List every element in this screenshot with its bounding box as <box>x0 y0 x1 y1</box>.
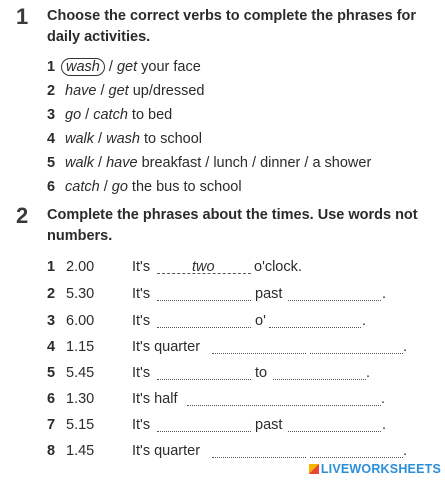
ex2-time: 1.30 <box>66 391 95 407</box>
answer-blank-1[interactable] <box>157 379 251 380</box>
ex2-item <box>47 311 445 331</box>
ex2-time: 5.30 <box>66 286 95 302</box>
ex2-phrase-end: . <box>382 417 387 433</box>
ex2-item-number: 7 <box>47 417 56 433</box>
ex1-phrase: up/dressed <box>128 83 205 99</box>
ex1-item <box>47 105 172 125</box>
answer-blank-2[interactable] <box>288 431 381 432</box>
logo-text: LIVEWORKSHEETS <box>320 462 441 476</box>
answer-blank-2[interactable] <box>310 353 403 354</box>
ex2-item <box>47 363 445 383</box>
ex2-time: 5.45 <box>66 365 95 381</box>
ex2-phrase-mid: past <box>255 417 283 433</box>
ex1-item <box>47 153 371 173</box>
ex1-separator: / <box>81 107 94 123</box>
ex2-item <box>47 337 445 357</box>
ex1-option-b[interactable]: go <box>111 179 128 195</box>
ex2-phrase-start: It's <box>132 417 151 433</box>
ex2-phrase-start: It's quarter <box>132 339 201 355</box>
answer-blank-1[interactable] <box>157 327 251 328</box>
answer-blank-2[interactable] <box>269 327 361 328</box>
ex2-item-number: 2 <box>47 286 56 302</box>
ex2-phrase-end: . <box>381 391 386 407</box>
ex2-phrase-end: . <box>362 313 367 329</box>
answer-blank-1[interactable] <box>187 405 381 406</box>
ex2-phrase-start: It's <box>132 286 151 302</box>
ex1-option-a[interactable]: go <box>65 107 82 123</box>
exercise-2-number: 2 <box>16 203 29 228</box>
ex2-phrase-end: . <box>403 443 408 459</box>
ex1-separator: / <box>104 59 117 75</box>
ex1-phrase: breakfast / lunch / dinner / a shower <box>137 155 372 171</box>
answer-blank-1[interactable] <box>157 300 251 301</box>
ex2-phrase-end: . <box>366 365 371 381</box>
ex2-phrase-mid: o' <box>255 313 266 329</box>
ex2-phrase-start: It's quarter <box>132 443 201 459</box>
ex2-phrase-mid: o'clock. <box>254 259 302 275</box>
exercise-1-instruction: Choose the correct verbs to complete the phrases for daily activities. <box>47 8 417 45</box>
ex1-item <box>47 129 202 149</box>
exercise-1-number: 1 <box>16 4 29 29</box>
ex1-separator: / <box>99 179 112 195</box>
ex2-phrase-end: . <box>403 339 408 355</box>
ex1-item <box>47 57 201 77</box>
ex1-phrase: your face <box>137 59 201 75</box>
ex1-separator: / <box>94 131 107 147</box>
ex2-time: 1.45 <box>66 443 95 459</box>
ex1-item-number: 1 <box>47 59 56 75</box>
ex1-option-a[interactable]: walk <box>65 155 95 171</box>
ex1-option-a[interactable]: walk <box>65 131 95 147</box>
ex2-item <box>47 284 445 304</box>
ex1-option-a[interactable]: catch <box>65 179 100 195</box>
ex1-separator: / <box>94 155 107 171</box>
ex2-phrase-start: It's <box>132 259 151 275</box>
ex2-item-number: 3 <box>47 313 56 329</box>
ex1-phrase: the bus to school <box>127 179 242 195</box>
ex2-time: 2.00 <box>66 259 95 275</box>
liveworksheets-logo <box>309 462 441 476</box>
ex2-phrase-start: It's <box>132 313 151 329</box>
ex1-phrase: to bed <box>127 107 173 123</box>
ex2-item <box>47 257 445 277</box>
ex1-separator: / <box>96 83 109 99</box>
ex2-item <box>47 415 445 435</box>
ex1-item-number: 2 <box>47 83 56 99</box>
ex2-item-number: 6 <box>47 391 56 407</box>
ex2-phrase-mid: to <box>255 365 268 381</box>
ex2-item-number: 1 <box>47 259 56 275</box>
ex2-time: 6.00 <box>66 313 95 329</box>
ex2-item-number: 4 <box>47 339 56 355</box>
ex2-phrase-mid: past <box>255 286 283 302</box>
ex1-option-b[interactable]: get <box>116 59 138 75</box>
ex2-time: 1.15 <box>66 339 95 355</box>
ex1-option-a[interactable]: have <box>65 83 97 99</box>
ex1-option-b[interactable]: get <box>108 83 129 99</box>
answer-blank-2[interactable] <box>273 379 366 380</box>
ex1-option-a-circled[interactable]: wash <box>61 58 105 76</box>
ex1-item <box>47 81 205 101</box>
answer-text: two <box>192 259 215 275</box>
ex2-item-number: 5 <box>47 365 56 381</box>
ex1-item-number: 6 <box>47 179 56 195</box>
ex1-item-number: 5 <box>47 155 56 171</box>
answer-blank-1[interactable] <box>212 457 306 458</box>
answer-blank-2[interactable] <box>288 300 381 301</box>
ex2-phrase-end: . <box>382 286 387 302</box>
ex2-item-number: 8 <box>47 443 56 459</box>
ex2-time: 5.15 <box>66 417 95 433</box>
answer-blank-2[interactable] <box>310 457 403 458</box>
ex2-item <box>47 389 445 409</box>
answer-blank-1[interactable] <box>157 431 251 432</box>
exercise-2-instruction: Complete the phrases about the times. Use words not numbers. <box>47 207 418 244</box>
ex1-option-b[interactable]: have <box>106 155 138 171</box>
ex1-item <box>47 177 242 197</box>
ex1-option-b[interactable]: catch <box>93 107 128 123</box>
ex2-phrase-start: It's half <box>132 391 178 407</box>
ex1-item-number: 3 <box>47 107 56 123</box>
ex1-item-number: 4 <box>47 131 56 147</box>
ex1-option-b[interactable]: wash <box>106 131 140 147</box>
ex1-phrase: to school <box>139 131 203 147</box>
ex2-phrase-start: It's <box>132 365 151 381</box>
answer-blank-1[interactable] <box>212 353 306 354</box>
logo-mark-icon <box>309 464 319 474</box>
ex2-item <box>47 441 445 461</box>
